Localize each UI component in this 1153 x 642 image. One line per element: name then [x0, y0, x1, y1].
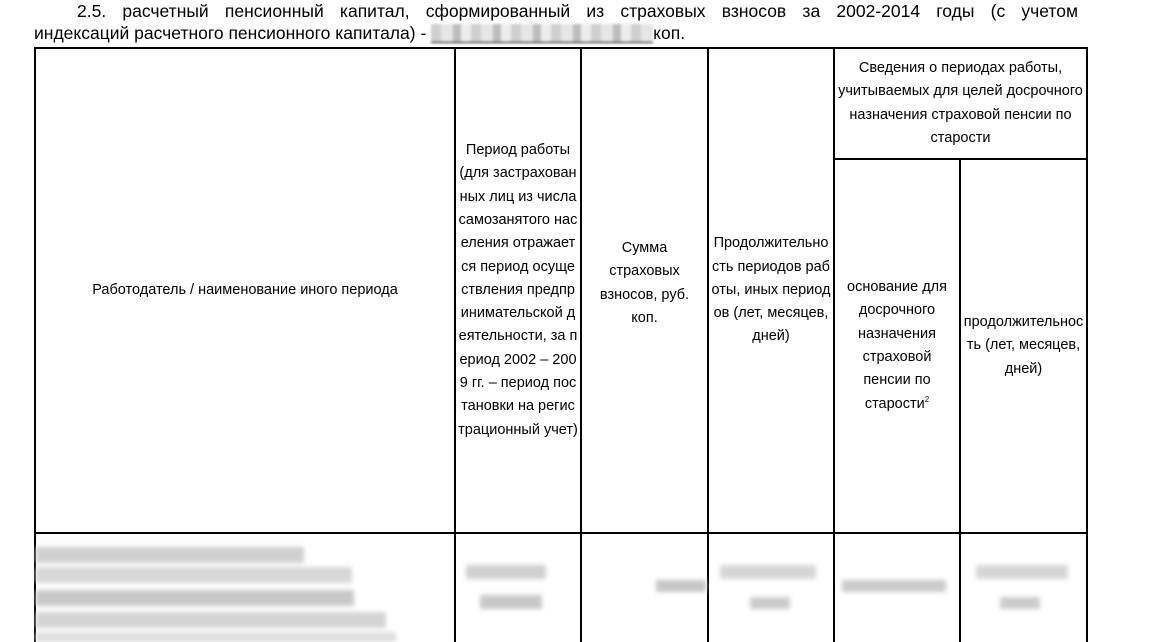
header-employer: Работодатель / наименование иного периода [92, 281, 398, 298]
header-early-pension-basis [837, 160, 957, 532]
redacted-employer-line-5 [36, 632, 396, 642]
header-early-pension-basis-text [847, 276, 947, 416]
heading-line-2 [34, 22, 1078, 44]
col-border-1 [454, 47, 456, 642]
redacted-employer-line-3 [36, 590, 354, 606]
redacted-early-duration-2 [1000, 597, 1040, 609]
header-bottom-border [34, 532, 1088, 534]
heading-line-2-text: индексаций расчетного пенсионного капитала) - [34, 23, 427, 43]
col-border-3 [707, 47, 709, 642]
redacted-amount [431, 24, 653, 43]
col-border-5 [959, 158, 961, 642]
col-border-2 [580, 47, 582, 642]
footnote-marker: 2 [924, 394, 930, 404]
redacted-employer-line-2 [36, 567, 352, 583]
section-heading [34, 0, 1078, 44]
header-duration: Продолжительность периодов работы, иных периодов (лет, месяцев, дней) [711, 235, 831, 345]
redacted-duration-1 [720, 565, 816, 579]
heading-line-2-unit: коп. [653, 23, 686, 43]
col-border-right [1086, 47, 1088, 642]
basis-text: основание для досрочного назначения страховой пенсии по старости [847, 279, 947, 412]
redacted-employer-line-4 [36, 612, 386, 628]
redacted-period-2 [480, 595, 542, 609]
heading-line-1: 2.5. расчетный пенсионный капитал, сформированный из страховых взносов за 2002-2014 годы (с учетом [77, 1, 1078, 21]
header-work-period: Период работы (для застрахованных лиц из числа самозанятого населения отражается период осуществления предпринимательской деятельности, за период 2002 – 2009 гг. – период постановки на регистрационный учет) [458, 142, 578, 438]
col-border-4 [833, 47, 835, 642]
header-early-duration: продолжительность (лет, месяцев, дней) [963, 314, 1084, 377]
redacted-duration-2 [750, 597, 790, 609]
header-contributions-sum [584, 49, 705, 532]
header-early-pension-group: Сведения о периодах работы, учитываемых для целей досрочного назначения страховой пенсии по старости [838, 59, 1083, 146]
redacted-early-duration-1 [976, 565, 1068, 579]
redacted-employer-line-1 [36, 547, 304, 563]
redacted-period-1 [466, 565, 546, 579]
header-contributions-sum-text: Сумма страховых взносов, руб. коп. [599, 239, 690, 326]
redacted-sum [656, 580, 706, 592]
redacted-basis [842, 580, 946, 592]
